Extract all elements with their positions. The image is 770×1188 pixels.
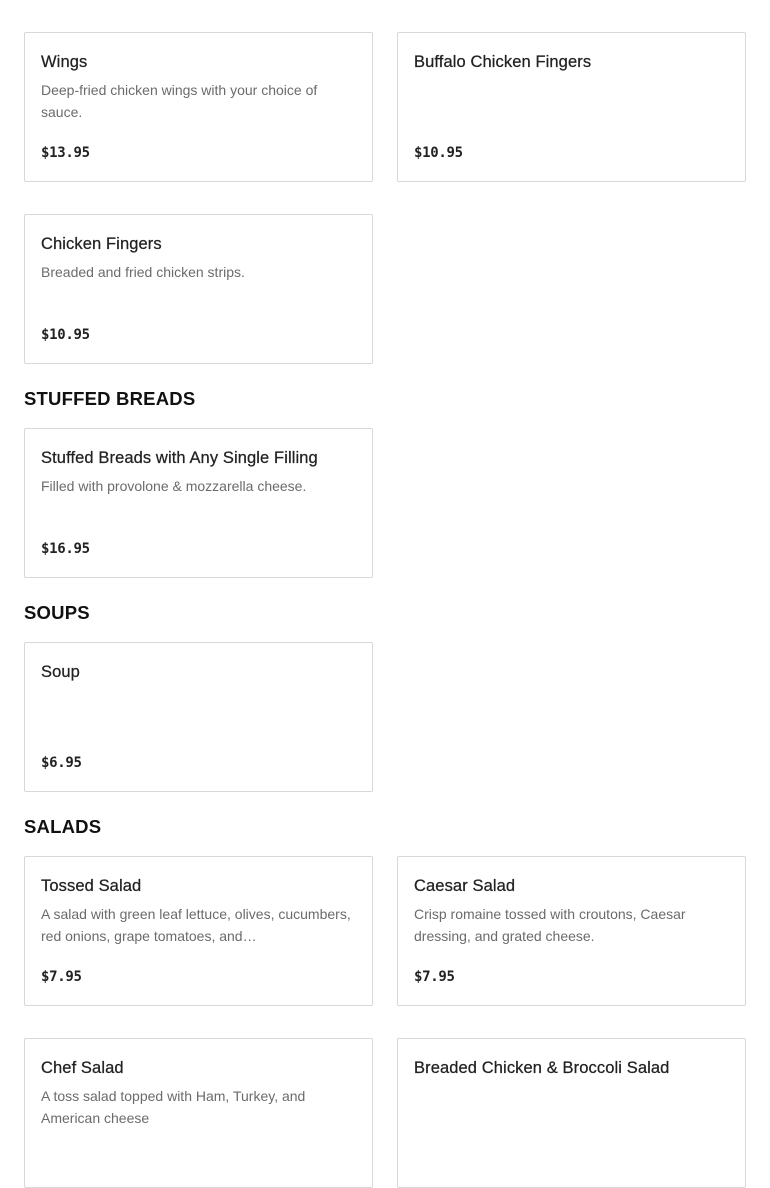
section-heading: SOUPS <box>24 602 90 623</box>
menu-item-price: $13.95 <box>41 145 90 161</box>
menu-item-name: Buffalo Chicken Fingers <box>414 53 592 71</box>
menu-item-price: $6.95 <box>41 755 82 771</box>
menu-item-description: Filled with provolone & mozzarella cheese. <box>41 478 307 494</box>
menu-page <box>24 32 746 1188</box>
menu-item-price: $7.95 <box>414 969 455 985</box>
menu-item-name: Chicken Fingers <box>41 235 162 253</box>
menu-item-description: Deep-fried chicken wings with your choice of sauce. <box>41 82 318 120</box>
menu-item-card-chef-salad[interactable] <box>24 1038 373 1188</box>
menu-item-price: $7.95 <box>41 969 82 985</box>
menu-item-grid <box>24 32 746 364</box>
menu-item-name: Breaded Chicken & Broccoli Salad <box>414 1059 670 1077</box>
menu-section-stuffed-breads <box>24 364 746 578</box>
menu-item-name: Wings <box>41 53 88 71</box>
section-heading: STUFFED BREADS <box>24 388 196 409</box>
menu-item-card-stuffed-breads[interactable] <box>24 428 373 578</box>
menu-item-description: Crisp romaine tossed with croutons, Caesar dressing, and grated cheese. <box>414 906 686 944</box>
menu-item-card-breaded-chicken-broccoli-salad[interactable] <box>397 1038 746 1188</box>
menu-item-card-buffalo-chicken-fingers[interactable] <box>397 32 746 182</box>
menu-item-description: A toss salad topped with Ham, Turkey, and American cheese <box>41 1088 306 1126</box>
menu-item-description: Breaded and fried chicken strips. <box>41 264 245 280</box>
menu-item-name: Caesar Salad <box>414 877 516 895</box>
menu-item-price: $10.95 <box>414 145 463 161</box>
menu-item-name: Soup <box>41 663 80 681</box>
menu-section-appetizers <box>24 32 746 364</box>
menu-item-price: $16.95 <box>41 541 90 557</box>
menu-item-grid <box>24 642 746 792</box>
menu-section-soups <box>24 578 746 792</box>
menu-section-salads <box>24 792 746 1188</box>
menu-item-name: Stuffed Breads with Any Single Filling <box>41 449 318 467</box>
menu-item-card-wings[interactable] <box>24 32 373 182</box>
menu-item-card-caesar-salad[interactable] <box>397 856 746 1006</box>
menu-item-grid <box>24 856 746 1188</box>
menu-item-card-soup[interactable] <box>24 642 373 792</box>
menu-item-price: $10.95 <box>41 327 90 343</box>
menu-item-description: A salad with green leaf lettuce, olives, cucumbers, red onions, grape tomatoes, and… <box>41 906 351 944</box>
section-heading: SALADS <box>24 816 102 837</box>
menu-item-card-chicken-fingers[interactable] <box>24 214 373 364</box>
menu-item-name: Tossed Salad <box>41 877 142 895</box>
menu-item-grid <box>24 428 746 578</box>
menu-item-card-tossed-salad[interactable] <box>24 856 373 1006</box>
menu-item-name: Chef Salad <box>41 1059 124 1077</box>
